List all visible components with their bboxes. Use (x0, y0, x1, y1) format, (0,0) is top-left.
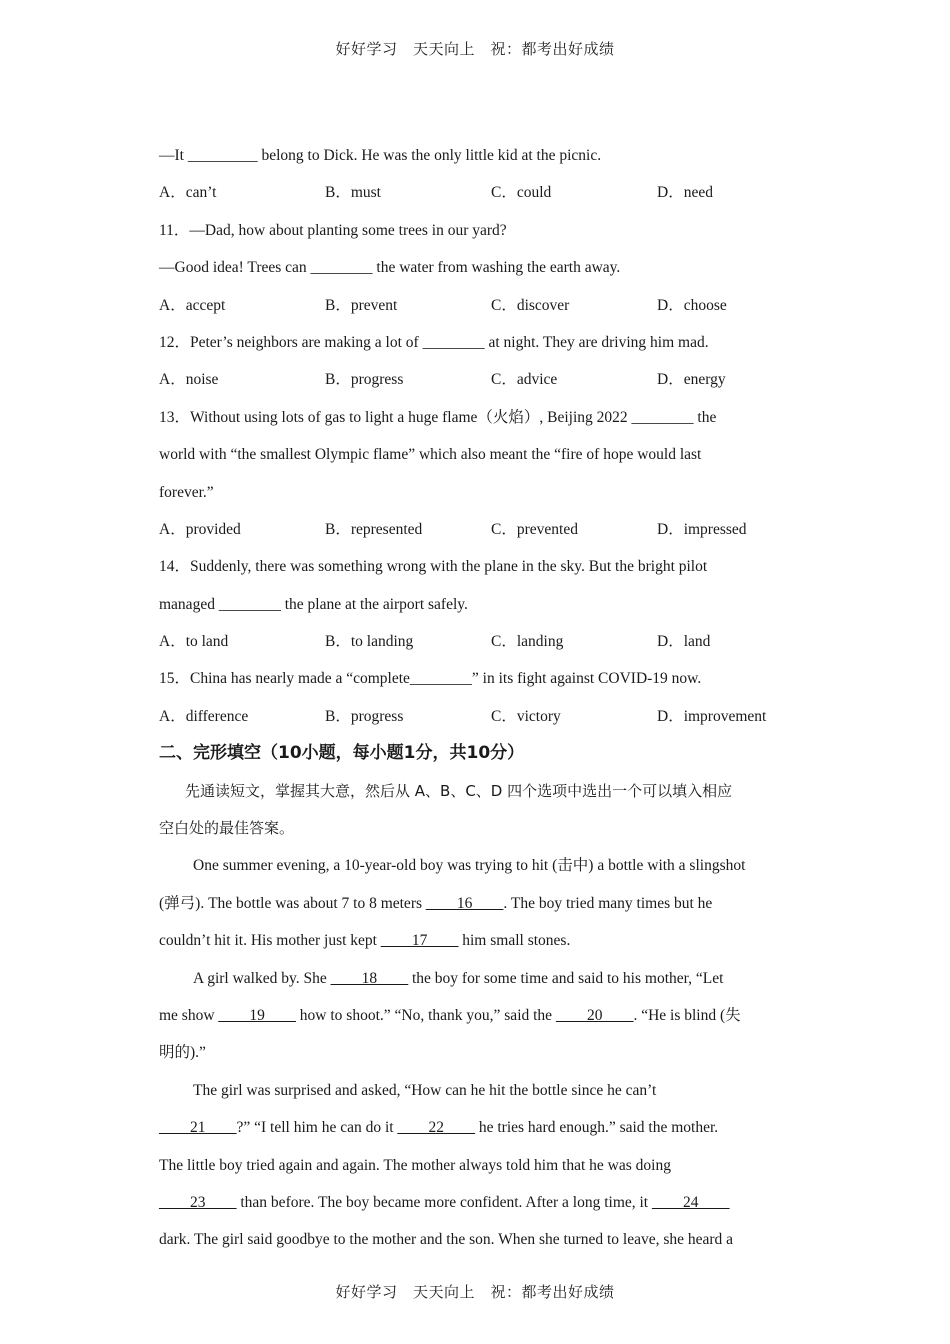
text-run: how to shoot.” “No, thank you,” said the (295, 1006, 556, 1024)
text-run: him small stones. (458, 932, 571, 950)
option-b: B．progress (325, 707, 404, 725)
text-run: ?” “I tell him he can do it (236, 1119, 398, 1137)
blank-21: ____21____ (159, 1119, 237, 1137)
option-b: B．prevent (325, 296, 398, 314)
q15-stem: 15．China has nearly made a “complete________” in its fight against COVID-19 now. (159, 670, 702, 688)
option-d: D．improvement (657, 707, 767, 725)
q13-stem-line3: forever.” (159, 483, 214, 501)
q10-options (159, 174, 799, 211)
passage-line (159, 1184, 799, 1221)
option-d: D．choose (657, 296, 727, 314)
option-c: C．landing (491, 633, 564, 651)
option-d: D．energy (657, 371, 726, 389)
q11-stem-line2: —Good idea! Trees can ________ the water from washing the earth away. (159, 259, 621, 277)
page-header: 好好学习 天天向上 祝：都考出好成绩 (335, 40, 615, 58)
q14-stem-line1: 14．Suddenly, there was something wrong with the plane in the sky. But the bright pilot (159, 558, 708, 576)
option-d: D．impressed (657, 520, 747, 538)
text-run: . The boy tried many times but he (503, 894, 713, 912)
q15-options (159, 698, 799, 735)
q13-stem-line2: world with “the smallest Olympic flame” which also meant the “fire of hope would last (159, 446, 702, 464)
q13-stem-line1: 13．Without using lots of gas to light a huge flame（火焰）, Beijing 2022 ________ the (159, 408, 717, 426)
option-b: B．progress (325, 371, 404, 389)
option-c: C．advice (491, 371, 558, 389)
option-b: B．to landing (325, 633, 414, 651)
text-run: he tries hard enough.” said the mother. (474, 1119, 719, 1137)
passage-line: The little boy tried again and again. The mother always told him that he was doing (159, 1156, 671, 1174)
q12-options (159, 361, 799, 398)
passage-line (159, 960, 799, 997)
blank-18: ____18____ (330, 969, 409, 987)
option-c: C．could (491, 184, 552, 202)
text-run: me show (159, 1006, 219, 1024)
document-body (159, 137, 799, 1259)
q14-stem-line2: managed ________ the plane at the airport safely. (159, 595, 468, 613)
blank-19: ____19____ (218, 1006, 296, 1024)
option-d: D．land (657, 633, 711, 651)
section-title: 二、完形填空（10小题，每小题1分，共10分） (159, 743, 525, 764)
blank-23: ____23____ (159, 1193, 237, 1211)
section-instruction-line1: 先通读短文，掌握其大意，然后从 A、B、C、D 四个选项中选出一个可以填入相应 (185, 781, 733, 800)
option-a: A．accept (159, 296, 226, 314)
option-c: C．discover (491, 296, 570, 314)
text-run: A girl walked by. She (193, 969, 331, 987)
blank-20: ____20____ (555, 1006, 634, 1024)
blank-24: ____24____ (652, 1193, 730, 1211)
text-run: the boy for some time and said to his mother, “Let (408, 969, 724, 987)
q12-stem: 12．Peter’s neighbors are making a lot of ________ at night. They are driving him mad. (159, 333, 709, 351)
option-a: A．difference (159, 707, 249, 725)
q10-stem: —It _________ belong to Dick. He was the only little kid at the picnic. (159, 147, 602, 164)
passage-line: 明的).” (159, 1044, 206, 1062)
q14-options (159, 623, 799, 660)
option-d: D．need (657, 184, 713, 202)
blank-17: ____17____ (380, 932, 459, 950)
passage-line: dark. The girl said goodbye to the mother and the son. When she turned to leave, she heard a (159, 1231, 734, 1249)
option-b: B．represented (325, 520, 423, 538)
q11-stem-line1: 11．—Dad, how about planting some trees in our yard? (159, 221, 507, 239)
passage-line (159, 885, 799, 922)
text-run: than before. The boy became more confident. After a long time, it (236, 1193, 652, 1211)
q13-options (159, 511, 799, 548)
option-a: A．to land (159, 633, 229, 651)
option-c: C．victory (491, 707, 561, 725)
passage-line: The girl was surprised and asked, “How can he hit the bottle since he can’t (193, 1081, 657, 1099)
q11-options (159, 287, 799, 324)
option-a: A．provided (159, 520, 241, 538)
option-b: B．must (325, 184, 381, 202)
passage-line (159, 997, 799, 1034)
text-run: . “He is blind (失 (633, 1006, 741, 1024)
passage-line: One summer evening, a 10-year-old boy was trying to hit (击中) a bottle with a slingshot (193, 857, 746, 875)
passage-line (159, 1109, 799, 1146)
option-a: A．noise (159, 371, 219, 389)
blank-22: ____22____ (397, 1119, 475, 1137)
passage-line (159, 922, 799, 959)
page-footer: 好好学习 天天向上 祝：都考出好成绩 (335, 1283, 615, 1301)
section-instruction-line2: 空白处的最佳答案。 (159, 819, 295, 838)
text-run: couldn’t hit it. His mother just kept (159, 932, 381, 950)
option-c: C．prevented (491, 520, 578, 538)
blank-16: ____16____ (425, 894, 504, 912)
text-run: (弹弓). The bottle was about 7 to 8 meters (159, 894, 426, 912)
option-a: A．can’t (159, 184, 217, 202)
